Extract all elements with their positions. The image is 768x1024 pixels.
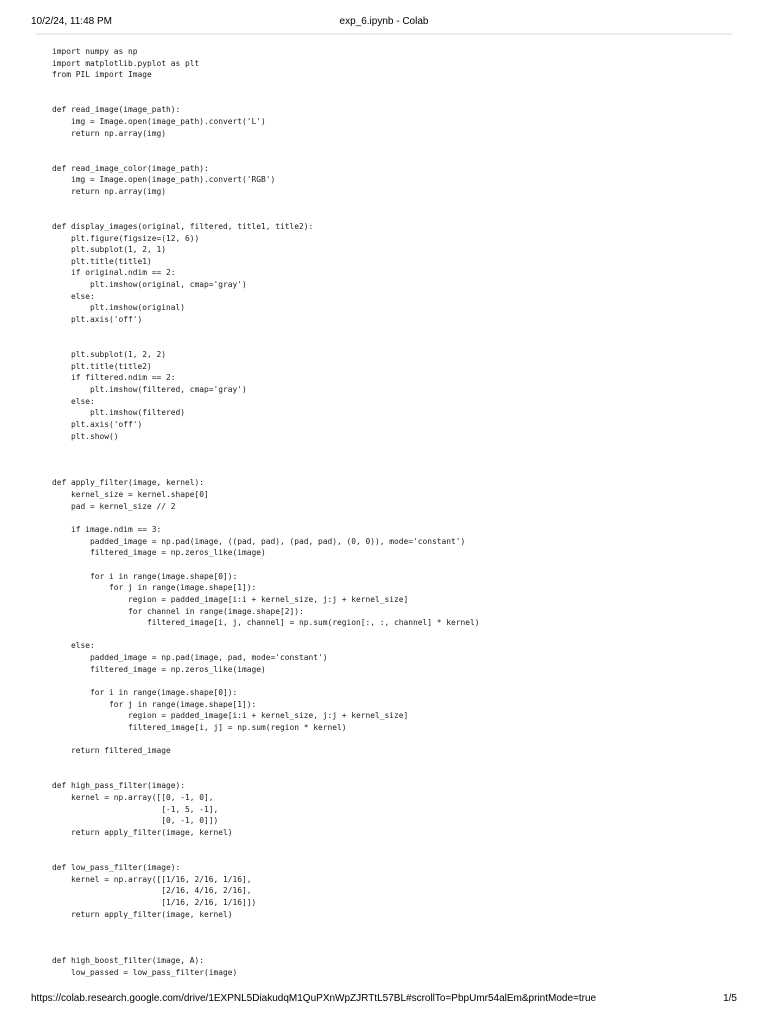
print-header bbox=[31, 16, 737, 30]
print-datetime: 10/2/24, 11:48 PM bbox=[31, 16, 112, 27]
page-title: exp_6.ipynb - Colab bbox=[339, 16, 429, 27]
code-content: import numpy as np import matplotlib.pyplot as plt from PIL import Image def read_image(image_path): img = Image.open(image_path).convert('L') return np.array(img) def read_image_color(image_path): img = Image.open(image_path).convert('RGB') return np.array(img) def display_images(original, filtered, title1, title2): plt.figure(figsize=(12, 6)) plt.subplot(1, 2, 1) plt.title(title1) if original.ndim == 2: plt.imshow(original, cmap='gray') else: plt.imshow(original) plt.axis('off') plt.subplot(1, 2, 2) plt.title(title2) if filtered.ndim == 2: plt.imshow(filtered, cmap='gray') else: plt.imshow(filtered) plt.axis('off') plt.show() def apply_filter(image, kernel): kernel_size = kernel.shape[0] pad = kernel_size // 2 if image.ndim == 3: padded_image = np.pad(image, ((pad, pad), (pad, pad), (0, 0)), mode='constant') filtered_image = np.zeros_like(image) for i in range(image.shape[0]): for j in range(image.shape[1]): region = padded_image[i:i + kernel_size, j:j + kernel_size] for channel in range(image.shape[2]): filtered_image[i, j, channel] = np.sum(region[:, :, channel] * kernel) else: padded_image = np.pad(image, pad, mode='constant') filtered_image = np.zeros_like(image) for i in range(image.shape[0]): for j in range(image.shape[1]): region = padded_image[i:i + kernel_size, j:j + kernel_size] filtered_image[i, j] = np.sum(region * kernel) return filtered_image def high_pass_filter(image): kernel = np.array([[0, -1, 0], [-1, 5, -1], [0, -1, 0]]) return apply_filter(image, kernel) def low_pass_filter(image): kernel = np.array([[1/16, 2/16, 1/16], [2/16, 4/16, 2/16], [1/16, 2/16, 1/16]]) return apply_filter(image, kernel) def high_boost_filter(image, A): low_passed = low_pass_filter(image) bbox=[52, 47, 480, 977]
page-number: 1/5 bbox=[723, 993, 737, 1004]
code-cell[interactable] bbox=[52, 46, 742, 980]
header-divider bbox=[36, 33, 732, 35]
print-footer bbox=[31, 993, 737, 1007]
page-url: https://colab.research.google.com/drive/1EXPNL5DiakudqM1QuPXnWpZJRTtL57BL#scrollTo=PbpUmr54alEm&printMode=true bbox=[31, 993, 597, 1004]
